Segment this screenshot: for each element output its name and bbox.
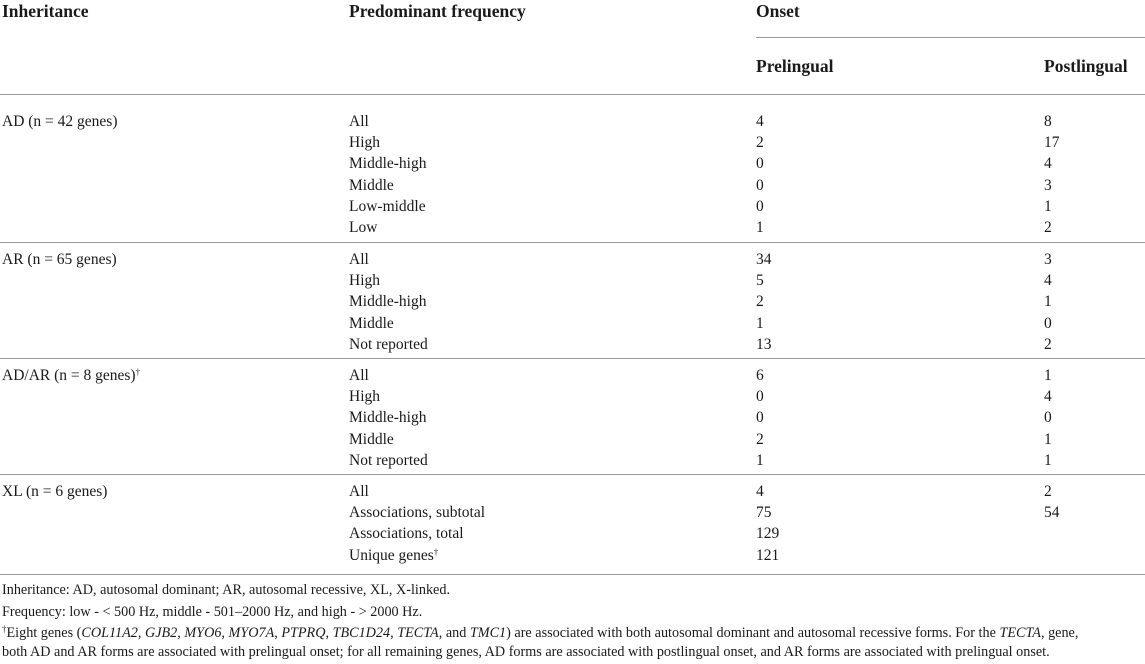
frequency-cell — [349, 545, 438, 566]
gene-name: MYO7A — [228, 625, 275, 641]
header-rule — [0, 94, 1145, 95]
prelingual-cell: 1 — [756, 219, 764, 236]
footnote-frequency: Frequency: low - < 500 Hz, middle - 501–2000 Hz, and high - > 2000 Hz. — [2, 604, 423, 620]
frequency-text: Associations, subtotal — [349, 504, 486, 521]
dagger-text-2: , gene, — [1040, 625, 1079, 641]
prelingual-cell: 121 — [756, 547, 780, 564]
header-inheritance: Inheritance — [2, 1, 89, 21]
group-label — [2, 481, 107, 502]
frequency-cell — [349, 111, 369, 132]
gene-name: PTPRQ — [281, 625, 326, 641]
group-rule — [0, 358, 1145, 359]
postlingual-cell: 0 — [1044, 315, 1052, 332]
frequency-cell — [349, 153, 427, 174]
header-prelingual: Prelingual — [756, 56, 834, 76]
frequency-text: All — [349, 251, 369, 268]
postlingual-cell: 2 — [1044, 483, 1052, 500]
gene-name: TBC1D24 — [332, 625, 391, 641]
group-rule — [0, 474, 1145, 475]
prelingual-cell: 5 — [756, 272, 764, 289]
group-label — [2, 365, 140, 386]
frequency-text: Middle-high — [349, 293, 427, 310]
dagger-gene-ref: TECTA — [999, 625, 1041, 641]
gene-name: MYO6 — [184, 625, 222, 641]
group-label — [2, 111, 118, 132]
gene-separator: , — [177, 625, 185, 641]
postlingual-cell: 17 — [1044, 134, 1060, 151]
prelingual-cell: 2 — [756, 431, 764, 448]
footnote-inheritance: Inheritance: AD, autosomal dominant; AR, autosomal recessive, XL, X-linked. — [2, 582, 450, 598]
postlingual-cell: 1 — [1044, 293, 1052, 310]
gene-separator: , and — [438, 625, 470, 641]
prelingual-cell: 0 — [756, 388, 764, 405]
frequency-cell — [349, 249, 369, 270]
gene-name: GJB2 — [144, 625, 178, 641]
frequency-text: All — [349, 483, 369, 500]
group-label-sup: † — [135, 367, 141, 377]
frequency-cell — [349, 429, 394, 450]
frequency-text: Not reported — [349, 452, 428, 469]
group-rule — [0, 242, 1145, 243]
frequency-cell — [349, 217, 377, 238]
postlingual-cell: 1 — [1044, 452, 1052, 469]
postlingual-cell: 8 — [1044, 113, 1052, 130]
prelingual-cell: 4 — [756, 113, 764, 130]
prelingual-cell: 1 — [756, 315, 764, 332]
header-postlingual: Postlingual — [1044, 56, 1128, 76]
prelingual-cell: 0 — [756, 155, 764, 172]
gene-separator: , — [325, 625, 333, 641]
group-label-text: AD (n = 42 genes) — [2, 113, 118, 130]
prelingual-cell: 6 — [756, 367, 764, 384]
frequency-cell — [349, 523, 464, 544]
frequency-cell — [349, 386, 380, 407]
postlingual-cell: 3 — [1044, 177, 1052, 194]
prelingual-cell: 2 — [756, 293, 764, 310]
group-label-text: AD/AR (n = 8 genes) — [2, 367, 136, 384]
prelingual-cell: 34 — [756, 251, 772, 268]
frequency-cell — [349, 502, 485, 523]
postlingual-cell: 0 — [1044, 409, 1052, 426]
gene-separator: , — [221, 625, 229, 641]
footnote-dagger-line1 — [2, 624, 1078, 643]
gene-separator: , — [137, 625, 145, 641]
frequency-text: Not reported — [349, 336, 428, 353]
group-label-text: AR (n = 65 genes) — [2, 251, 117, 268]
frequency-cell — [349, 334, 428, 355]
prelingual-cell: 1 — [756, 452, 764, 469]
gene-separator: , — [274, 625, 282, 641]
frequency-text: Middle — [349, 431, 394, 448]
frequency-cell — [349, 313, 394, 334]
gene-name: TMC1 — [469, 625, 507, 641]
frequency-cell — [349, 407, 427, 428]
frequency-text: Middle-high — [349, 409, 427, 426]
dagger-prefix: Eight genes ( — [6, 625, 82, 641]
frequency-cell — [349, 132, 380, 153]
gene-name: COL11A2 — [81, 625, 138, 641]
group-rule — [0, 574, 1145, 575]
gene-name: TECTA — [397, 625, 439, 641]
frequency-text: High — [349, 134, 380, 151]
dagger-mark: † — [2, 624, 7, 634]
frequency-text: All — [349, 367, 369, 384]
frequency-text: Middle — [349, 315, 394, 332]
postlingual-cell: 4 — [1044, 388, 1052, 405]
frequency-cell — [349, 450, 428, 471]
frequency-text: Low-middle — [349, 198, 426, 215]
postlingual-cell: 3 — [1044, 251, 1052, 268]
postlingual-cell: 2 — [1044, 219, 1052, 236]
frequency-text: Associations, total — [349, 525, 464, 542]
postlingual-cell: 54 — [1044, 504, 1060, 521]
prelingual-cell: 0 — [756, 198, 764, 215]
onset-underline — [756, 37, 1145, 38]
postlingual-cell: 1 — [1044, 367, 1052, 384]
gene-list — [81, 625, 506, 641]
frequency-text: Middle — [349, 177, 394, 194]
footnote-dagger-line2: both AD and AR forms are associated with prelingual onset; for all remaining genes, AD forms are associated with postlingual onset, and AR forms are associated with prelingual onset. — [2, 644, 1050, 660]
group-label-text: XL (n = 6 genes) — [2, 483, 108, 500]
frequency-cell — [349, 365, 369, 386]
frequency-cell — [349, 196, 426, 217]
prelingual-cell: 4 — [756, 483, 764, 500]
postlingual-cell: 4 — [1044, 272, 1052, 289]
frequency-text: High — [349, 272, 380, 289]
frequency-sup: † — [433, 547, 439, 557]
frequency-text: Low — [349, 219, 378, 236]
prelingual-cell: 2 — [756, 134, 764, 151]
prelingual-cell: 0 — [756, 177, 764, 194]
prelingual-cell: 75 — [756, 504, 772, 521]
postlingual-cell: 1 — [1044, 431, 1052, 448]
header-predominant-frequency: Predominant frequency — [349, 1, 526, 21]
frequency-text: Unique genes — [349, 547, 434, 564]
prelingual-cell: 0 — [756, 409, 764, 426]
frequency-cell — [349, 481, 369, 502]
postlingual-cell: 2 — [1044, 336, 1052, 353]
prelingual-cell: 129 — [756, 525, 780, 542]
postlingual-cell: 4 — [1044, 155, 1052, 172]
frequency-text: All — [349, 113, 369, 130]
gene-separator: , — [390, 625, 398, 641]
frequency-text: High — [349, 388, 380, 405]
frequency-cell — [349, 291, 427, 312]
group-label — [2, 249, 117, 270]
frequency-cell — [349, 270, 380, 291]
frequency-text: Middle-high — [349, 155, 427, 172]
prelingual-cell: 13 — [756, 336, 772, 353]
header-onset: Onset — [756, 1, 800, 21]
frequency-cell — [349, 175, 394, 196]
postlingual-cell: 1 — [1044, 198, 1052, 215]
dagger-text-1: ) are associated with both autosomal dominant and autosomal recessive forms. For the — [506, 625, 1000, 641]
